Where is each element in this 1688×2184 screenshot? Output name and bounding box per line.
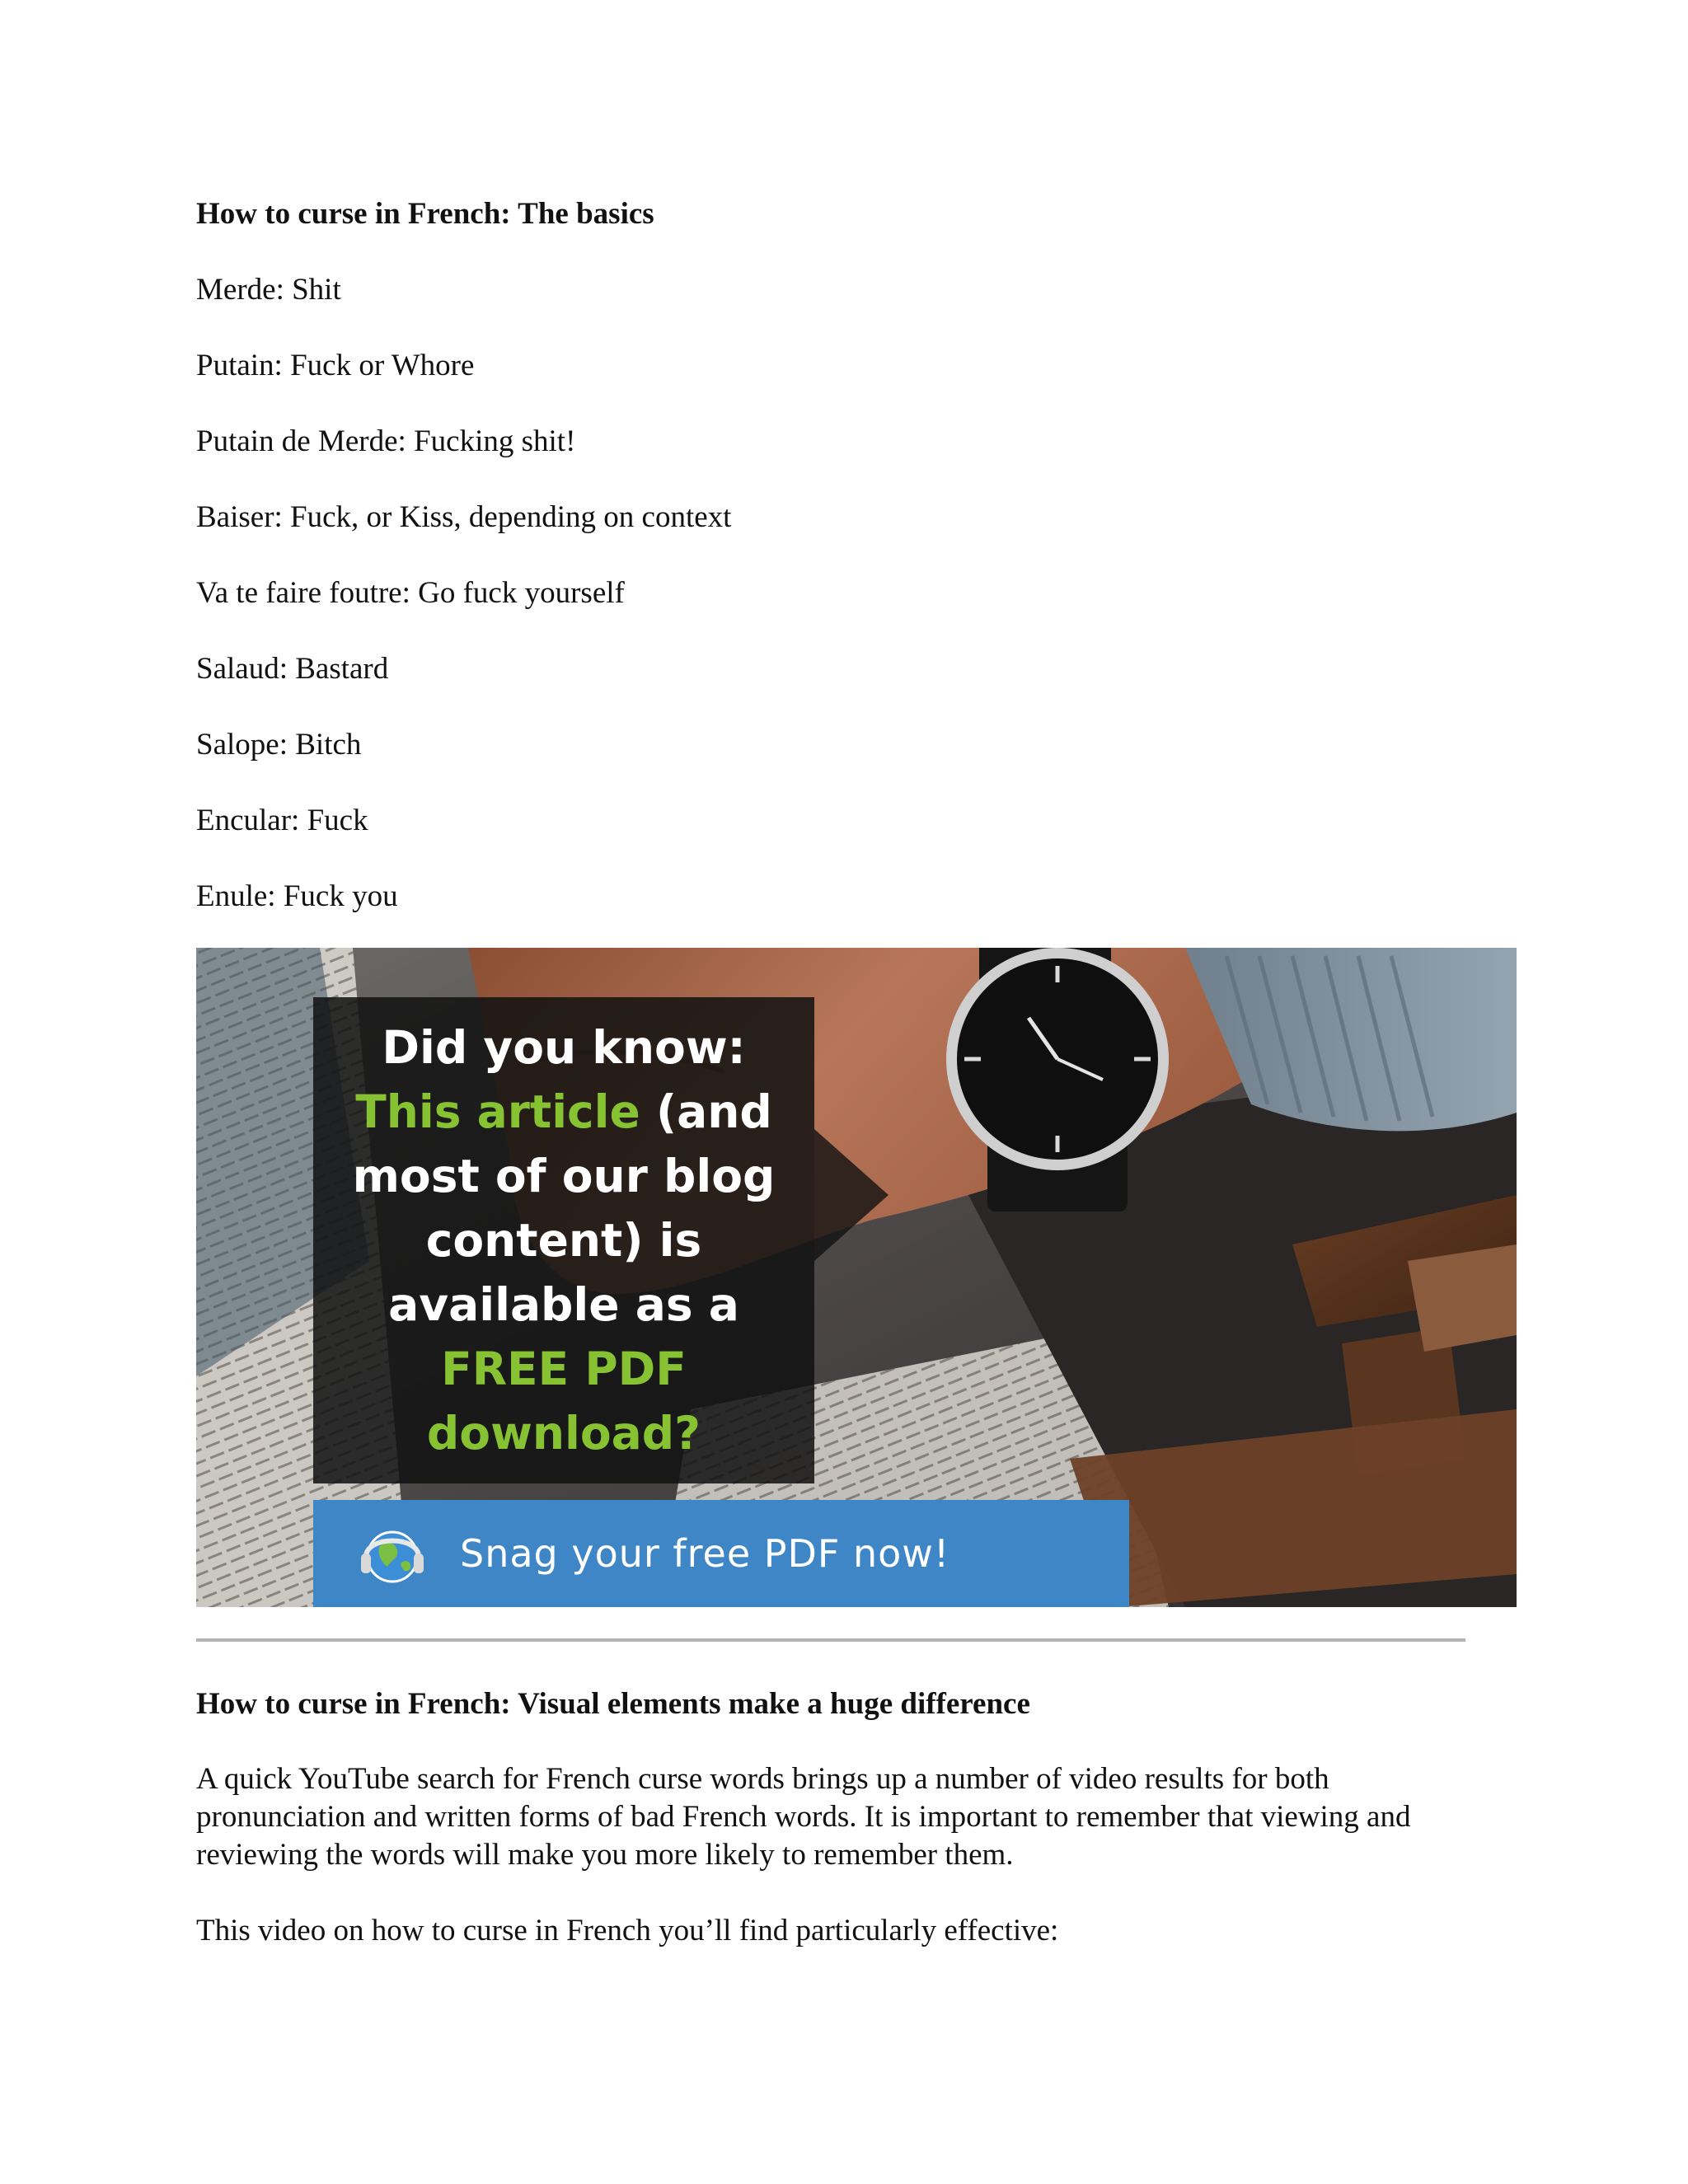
- body-paragraph: A quick YouTube search for French curse words brings up a number of video results for both pronunciation and written forms of bad French words. It is important to remember that viewing and reviewing the words will make you more likely to remember them.: [196, 1762, 1411, 1872]
- horizontal-divider: [196, 1638, 1465, 1642]
- promo-line: Did you know:: [382, 1021, 746, 1074]
- promo-line: content) is: [425, 1214, 702, 1267]
- promo-highlight: download?: [426, 1407, 701, 1460]
- globe-headphones-icon: [354, 1516, 430, 1591]
- promo-line: available as a: [388, 1278, 739, 1331]
- promo-line: most of our blog: [352, 1150, 776, 1202]
- cta-label: Snag your free PDF now!: [460, 1531, 950, 1576]
- promo-highlight: This article: [355, 1085, 640, 1138]
- section-heading-basics: How to curse in French: The basics: [196, 197, 654, 231]
- term-line: Enule: Fuck you: [196, 879, 398, 913]
- term-line: Encular: Fuck: [196, 804, 368, 837]
- term-line: Va te faire foutre: Go fuck yourself: [196, 576, 625, 610]
- promo-highlight: FREE PDF: [441, 1343, 687, 1395]
- promo-text: (and: [640, 1085, 772, 1138]
- promo-line: [355, 1080, 772, 1144]
- term-line: Merde: Shit: [196, 273, 341, 307]
- snag-pdf-button[interactable]: [313, 1500, 1129, 1607]
- did-you-know-box: [313, 997, 814, 1483]
- term-line: Salope: Bitch: [196, 728, 362, 762]
- term-line: Putain de Merde: Fucking shit!: [196, 424, 576, 458]
- term-line: Baiser: Fuck, or Kiss, depending on context: [196, 500, 732, 534]
- pdf-promo-banner[interactable]: [196, 948, 1517, 1607]
- term-line: Salaud: Bastard: [196, 652, 389, 686]
- term-line: Putain: Fuck or Whore: [196, 349, 475, 382]
- body-paragraph: This video on how to curse in French you’ll find particularly effective:: [196, 1914, 1059, 1947]
- section-heading-visual: How to curse in French: Visual elements make a huge difference: [196, 1687, 1030, 1721]
